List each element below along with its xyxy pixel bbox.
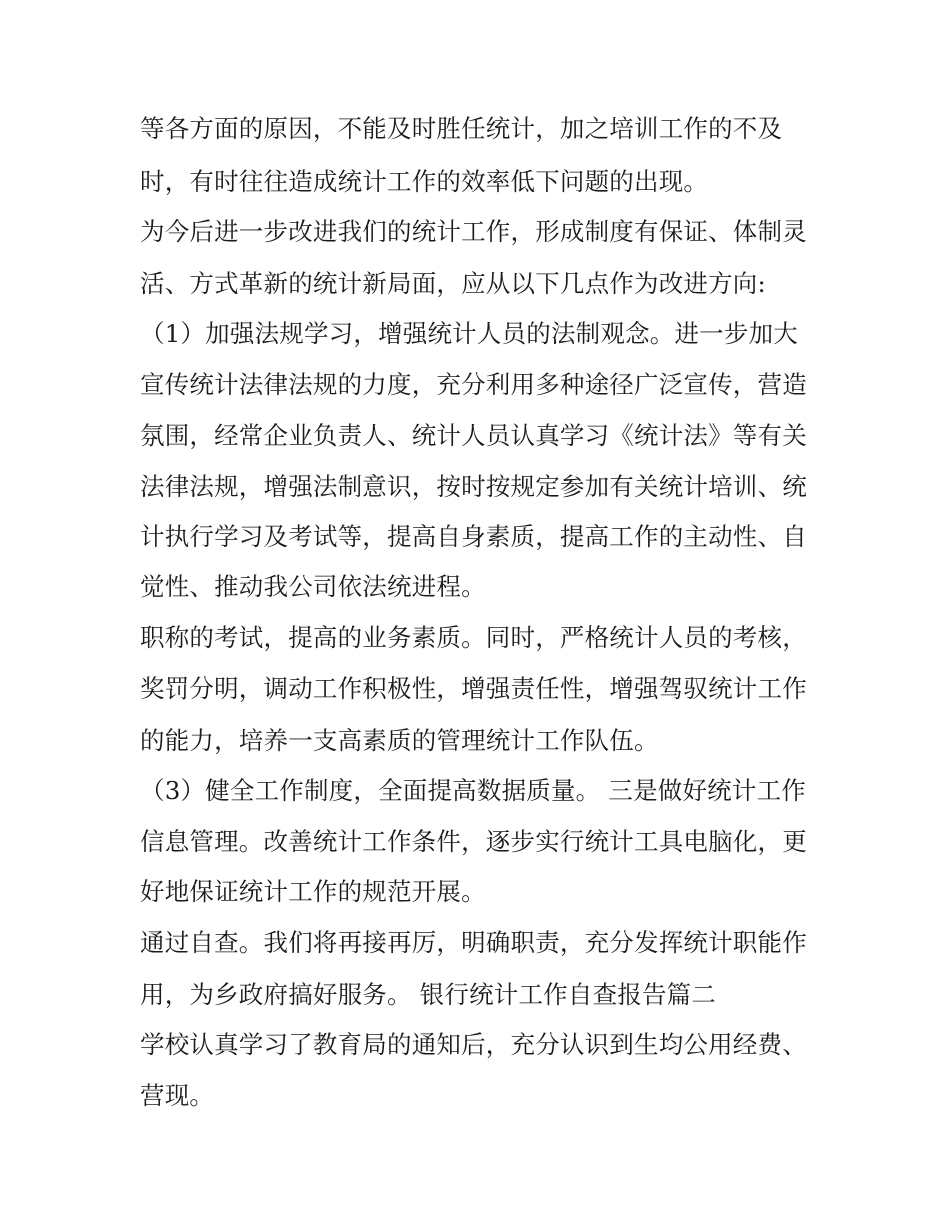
paragraph-line-6: 宣传统计法律法规的力度，充分利用多种途径广泛宣传，营造	[140, 370, 807, 399]
paragraph-line-17: 通过自查。我们将再接再厉，明确职责，充分发挥统计职能作	[140, 928, 807, 957]
paragraph-line-3: 为今后进一步改进我们的统计工作，形成制度有保证、体制灵	[140, 217, 807, 246]
paragraph-line-12: 奖罚分明，调动工作积极性，增强责任性，增强驾驭统计工作	[140, 674, 807, 703]
paragraph-line-11: 职称的考试，提高的业务素质。同时，严格统计人员的考核，	[140, 623, 807, 652]
paragraph-line-4: 活、方式革新的统计新局面，应从以下几点作为改进方向:	[140, 269, 766, 298]
paragraph-line-1: 等各方面的原因，不能及时胜任统计，加之培训工作的不及	[140, 114, 783, 143]
paragraph-line-10: 觉性、推动我公司依法统进程。	[140, 572, 486, 601]
paragraph-line-5: （1）加强法规学习，增强统计人员的法制观念。进一步加大	[140, 319, 798, 348]
paragraph-line-9: 计执行学习及考试等，提高自身素质，提高工作的主动性、自	[140, 522, 807, 551]
paragraph-line-16: 好地保证统计工作的规范开展。	[140, 877, 486, 906]
paragraph-line-13: 的能力，培养一支高素质的管理统计工作队伍。	[140, 726, 659, 755]
paragraph-line-14: （3）健全工作制度，全面提高数据质量。 三是做好统计工作	[140, 776, 806, 805]
paragraph-line-20: 营现。	[140, 1081, 215, 1110]
paragraph-line-8: 法律法规，增强法制意识，按时按规定参加有关统计培训、统	[140, 472, 807, 501]
paragraph-line-19: 学校认真学习了教育局的通知后，充分认识到生均公用经费、	[140, 1030, 807, 1059]
paragraph-line-15: 信息管理。改善统计工作条件，逐步实行统计工具电脑化，更	[140, 827, 807, 856]
paragraph-line-7: 氛围，经常企业负责人、统计人员认真学习《统计法》等有关	[140, 421, 807, 450]
paragraph-line-2: 时，有时往往造成统计工作的效率低下问题的出现。	[140, 167, 709, 196]
paragraph-line-18: 用，为乡政府搞好服务。 银行统计工作自查报告篇二	[140, 980, 717, 1009]
